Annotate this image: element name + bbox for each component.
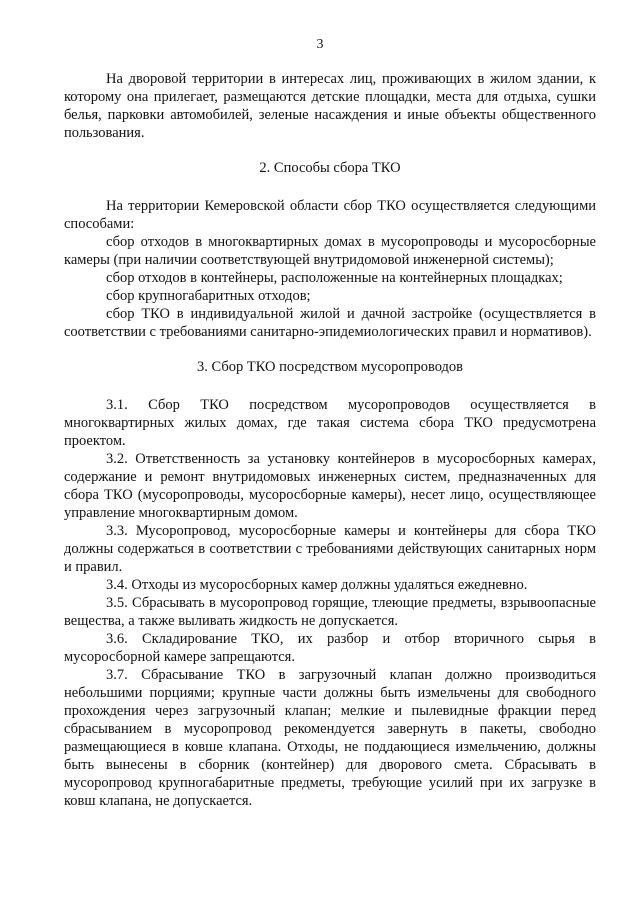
section-2-heading: 2. Способы сбора ТКО [259,160,401,176]
section-3-heading: 3. Сбор ТКО посредством мусоропроводов [196,359,463,375]
page-number: 3 [316,37,324,52]
section-2-item: сбор отходов в контейнеры, расположенные на контейнерных площадках; [106,270,563,286]
intro-paragraph: На дворовой территории в интересах лиц, проживающих в жилом здании, к которому она прилегает, размещаются детские площадки, места для отдыха, сушки белья, парковки автомобилей, зеленые насаждения и иные объекты общественного пользования. [64,71,596,141]
paragraph-3-5: 3.5. Сбрасывать в мусоропровод горящие, тлеющие предметы, взрывоопасные вещества, а также выливать жидкость не допускается. [64,595,596,629]
paragraph-3-7: 3.7. Сбрасывание ТКО в загрузочный клапан должно производиться небольшими порциями; крупные части должны быть измельчены для свободного прохождения через загрузочный клапан; мелкие и пылевидные фракции перед сбрасыванием в мусоропровод рекомендуется завернуть в пакеты, свободно размещающиеся в ковше клапана. Отходы, не поддающиеся измельчению, должны быть вынесены в сборник (контейнер) для дворового смета. Сбрасывать в мусоропровод крупногабаритные предметы, требующие усилий при их загрузке в ковш клапана, не допускается. [64,667,596,809]
section-2-item: сбор крупногабаритных отходов; [106,288,311,304]
section-2-lead: На территории Кемеровской области сбор ТКО осуществляется следующими способами: [64,198,596,232]
paragraph-3-4: 3.4. Отходы из мусоросборных камер должны удаляться ежедневно. [106,577,528,593]
paragraph-3-1: 3.1. Сбор ТКО посредством мусоропроводов осуществляется в многоквартирных жилых домах, где такая система сбора ТКО предусмотрена проектом. [64,397,596,449]
section-2-item: сбор ТКО в индивидуальной жилой и дачной застройке (осуществляется в соответствии с требованиями санитарно-эпидемиологических правил и нормативов). [64,306,596,340]
paragraph-3-2: 3.2. Ответственность за установку контейнеров в мусоросборных камерах, содержание и ремонт внутридомовых инженерных систем, предназначенных для сбора ТКО (мусоропроводы, мусоросборные камеры), несет лицо, осуществляющее управление многоквартирным домом. [64,451,596,521]
paragraph-3-3: 3.3. Мусоропровод, мусоросборные камеры и контейнеры для сбора ТКО должны содержаться в соответствии с требованиями действующих санитарных норм и правил. [64,523,596,575]
paragraph-3-6: 3.6. Складирование ТКО, их разбор и отбор вторичного сырья в мусоросборной камере запрещаются. [64,631,596,665]
section-2-item: сбор отходов в многоквартирных домах в мусоропроводы и мусоросборные камеры (при наличии соответствующей внутридомовой инженерной системы); [64,234,596,268]
document-body [64,70,596,810]
